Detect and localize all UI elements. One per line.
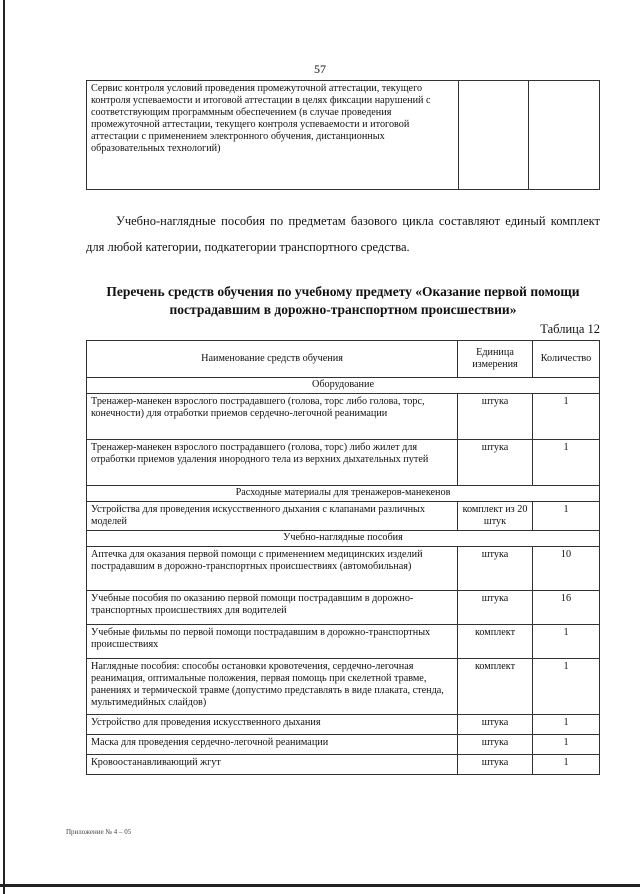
section-row — [87, 486, 600, 502]
table-cell-qty: 1 — [533, 755, 600, 775]
table-row — [87, 440, 600, 486]
table-cell-name: Аптечка для оказания первой помощи с применением медицинских изделий пострадавшим в дорожно-транспортных происшествиях (автомобильная) — [87, 547, 458, 591]
table-cell-name: Учебные фильмы по первой помощи пострадавшим в дорожно-транспортных происшествиях — [87, 625, 458, 659]
table-row — [87, 81, 600, 190]
table-row — [87, 394, 600, 440]
table-cell-qty: 1 — [533, 735, 600, 755]
column-header-qty: Количество — [533, 341, 600, 378]
table-cell-unit: штука — [458, 755, 533, 775]
table-row — [87, 715, 600, 735]
table-cell-qty — [529, 81, 600, 190]
table-row — [87, 735, 600, 755]
table-cell-qty: 1 — [533, 715, 600, 735]
table-row — [87, 625, 600, 659]
table-cell-unit: комплект из 20 штук — [458, 502, 533, 531]
table-cell-unit: штука — [458, 735, 533, 755]
table-cell-unit: комплект — [458, 659, 533, 715]
table-cell-unit: штука — [458, 440, 533, 486]
table-cell-qty: 1 — [533, 394, 600, 440]
table-row — [87, 502, 600, 531]
table-cell-name: Тренажер-манекен взрослого пострадавшего (голова, торс либо голова, торс, конечности) для отработки приемов сердечно-легочной реанимации — [87, 394, 458, 440]
table-cell-name: Устройства для проведения искусственного дыхания с клапанами различных моделей — [87, 502, 458, 531]
table-row — [87, 547, 600, 591]
table-cell-qty: 1 — [533, 440, 600, 486]
scan-border-bottom — [0, 884, 640, 887]
table-header-row — [87, 341, 600, 378]
section-heading: Перечень средств обучения по учебному предмету «Оказание первой помощи пострадавшим в дорожно-транспортном происшествии» — [106, 284, 580, 317]
column-header-unit: Единица измерения — [458, 341, 533, 378]
table-cell-qty: 16 — [533, 591, 600, 625]
table-cell-name: Устройство для проведения искусственного дыхания — [87, 715, 458, 735]
section-title: Расходные материалы для тренажеров-манекенов — [87, 486, 600, 502]
scan-border-left — [3, 0, 5, 894]
page-footer: Приложение № 4 – 05 — [66, 828, 132, 836]
table-cell-name: Маска для проведения сердечно-легочной реанимации — [87, 735, 458, 755]
section-title: Учебно-наглядные пособия — [87, 531, 600, 547]
table-cell-unit: штука — [458, 591, 533, 625]
table-row — [87, 659, 600, 715]
table-cell-qty: 1 — [533, 625, 600, 659]
equipment-table — [86, 340, 600, 775]
table-cell-name: Учебные пособия по оказанию первой помощи пострадавшим в дорожно-транспортных происшествиях для водителей — [87, 591, 458, 625]
section-row — [87, 531, 600, 547]
page-number: 57 — [314, 62, 326, 76]
table-cell-unit — [458, 81, 529, 190]
table-cell-qty: 1 — [533, 502, 600, 531]
table-cell-name: Тренажер-манекен взрослого пострадавшего (голова, торс) либо жилет для отработки приемов удаления инородного тела из верхних дыхательных путей — [87, 440, 458, 486]
section-title: Оборудование — [87, 378, 600, 394]
table-cell-name: Сервис контроля условий проведения промежуточной аттестации, текущего контроля успеваемости и итоговой аттестации в целях фиксации нарушений с соответствующим программным обеспечением (в случае проведения промежуточной аттестации, текущего контроля успеваемости и итоговой аттестации с применением электронного обучения, дистанционных образовательных технологий) — [87, 81, 459, 190]
body-paragraph: Учебно-наглядные пособия по предметам базового цикла составляют единый комплект для любой категории, подкатегории транспортного средства. — [86, 214, 600, 254]
table-cell-qty: 10 — [533, 547, 600, 591]
table-cell-qty: 1 — [533, 659, 600, 715]
top-table — [86, 80, 600, 190]
table-cell-name: Наглядные пособия: способы остановки кровотечения, сердечно-легочная реанимация, оптимальные положения, первая помощь при скелетной травме, ранениях и термической травме (допустимо представлять в виде плаката, стенда, мультимедийных слайдов) — [87, 659, 458, 715]
section-row — [87, 378, 600, 394]
table-cell-unit: штука — [458, 547, 533, 591]
table-cell-unit: штука — [458, 715, 533, 735]
table-cell-unit: штука — [458, 394, 533, 440]
column-header-name: Наименование средств обучения — [87, 341, 458, 378]
table-row — [87, 591, 600, 625]
table-cell-name: Кровоостанавливающий жгут — [87, 755, 458, 775]
table-row — [87, 755, 600, 775]
table-number: Таблица 12 — [540, 322, 600, 336]
table-cell-unit: комплект — [458, 625, 533, 659]
